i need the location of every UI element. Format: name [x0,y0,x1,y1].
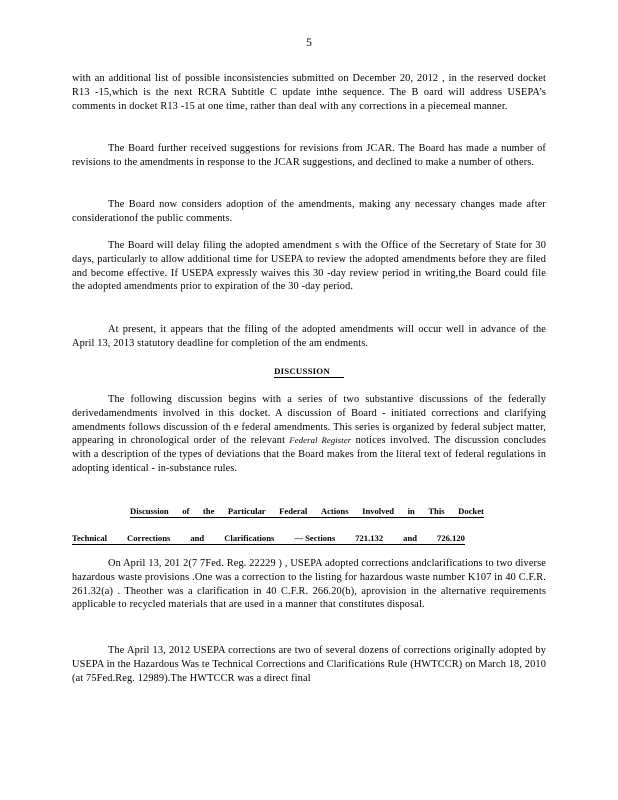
paragraph-text: notices involved. The discussion concludes with a description of the types of deviations that the Board makes from the literal text of federal regulations in adopting identical - in-substance rules. [72,435,546,474]
paragraph-board-considers [72,198,546,226]
paragraph-text: At present, it appears that the filing of the adopted amendments will occur well in advance of the April 13, 2013 statutory deadline for completion of the am endments. [72,324,546,349]
discussion-heading: DISCUSSION [0,366,618,376]
paragraph-text: On April 13, 201 2(7 7Fed. Reg. 22229 ) , USEPA adopted corrections andclarifications to two diverse hazardous waste provisions .One was a correction to the listing for hazardous waste number K107 in 40 C.F.R. 261.32(a) . Theother was a clarification in 40 C.F.R. 266.20(b), aprovision in the alternative requirements applicable to recycled materials that are used in a manner that constitutes disposal. [72,558,546,611]
paragraph-hwtccr [72,644,546,685]
subheading-technical-corrections: Technical Corrections and Clarifications — Sections 721.132 and 726.120 [72,533,465,543]
paragraph-jcar-suggestions [72,142,546,170]
paragraph-text: with an additional list of possible inconsistencies submitted on December 20, 2012 , in the reserved docket R13 -15,which is the next RCRA Subtitle C update inthe sequence. The B oard will address USEPA’s comments in docket R13 -15 at one time, rather than deal with any corrections in a piecemeal manner. [72,73,546,112]
subheading-federal-actions: Discussion of the Particular Federal Actions Involved in This Docket [130,506,484,516]
paragraph-discussion-intro [72,393,546,476]
page-number: 5 [306,37,312,49]
paragraph-text: The Board now considers adoption of the amendments, making any necessary changes made after considerationof the public comments. [72,199,546,224]
paragraph-statutory-deadline [72,323,546,351]
paragraph-text: The following discussion begins with a series of two substantive discussions of the federally derivedamendments involved in this docket. A discussion of Board - initiated corrections and clarifying amendments follows discussion of th e federal amendments. This series is organized by federal subject matter, appearing in chronological order of the relevant [72,394,546,447]
paragraph-filing-delay [72,239,546,294]
paragraph-usepa-comments [72,72,546,113]
paragraph-text: The Board will delay filing the adopted amendment s with the Office of the Secretary of State for 30 days, particularly to allow additional time for USEPA to review the adopted amendments before they are filed and become effective. If USEPA expressly waives this 30 -day review period in writing,the Board could file the adopted amendments prior to expiration of the 30 -day period. [72,240,546,293]
paragraph-text: The April 13, 2012 USEPA corrections are two of several dozens of corrections originally adopted by USEPA in the Hazardous Was te Technical Corrections and Clarifications Rule (HWTCCR) on March 18, 2010 (at 75Fed.Reg. 12989).The HWTCCR was a direct final [72,645,546,684]
paragraph-text: The Board further received suggestions for revisions from JCAR. The Board has made a number of revisions to the amendments in response to the JCAR suggestions, and declined to make a number of others. [72,143,546,168]
paragraph-april-2012-corrections [72,557,546,612]
federal-register-italic: Federal Register [289,435,352,446]
